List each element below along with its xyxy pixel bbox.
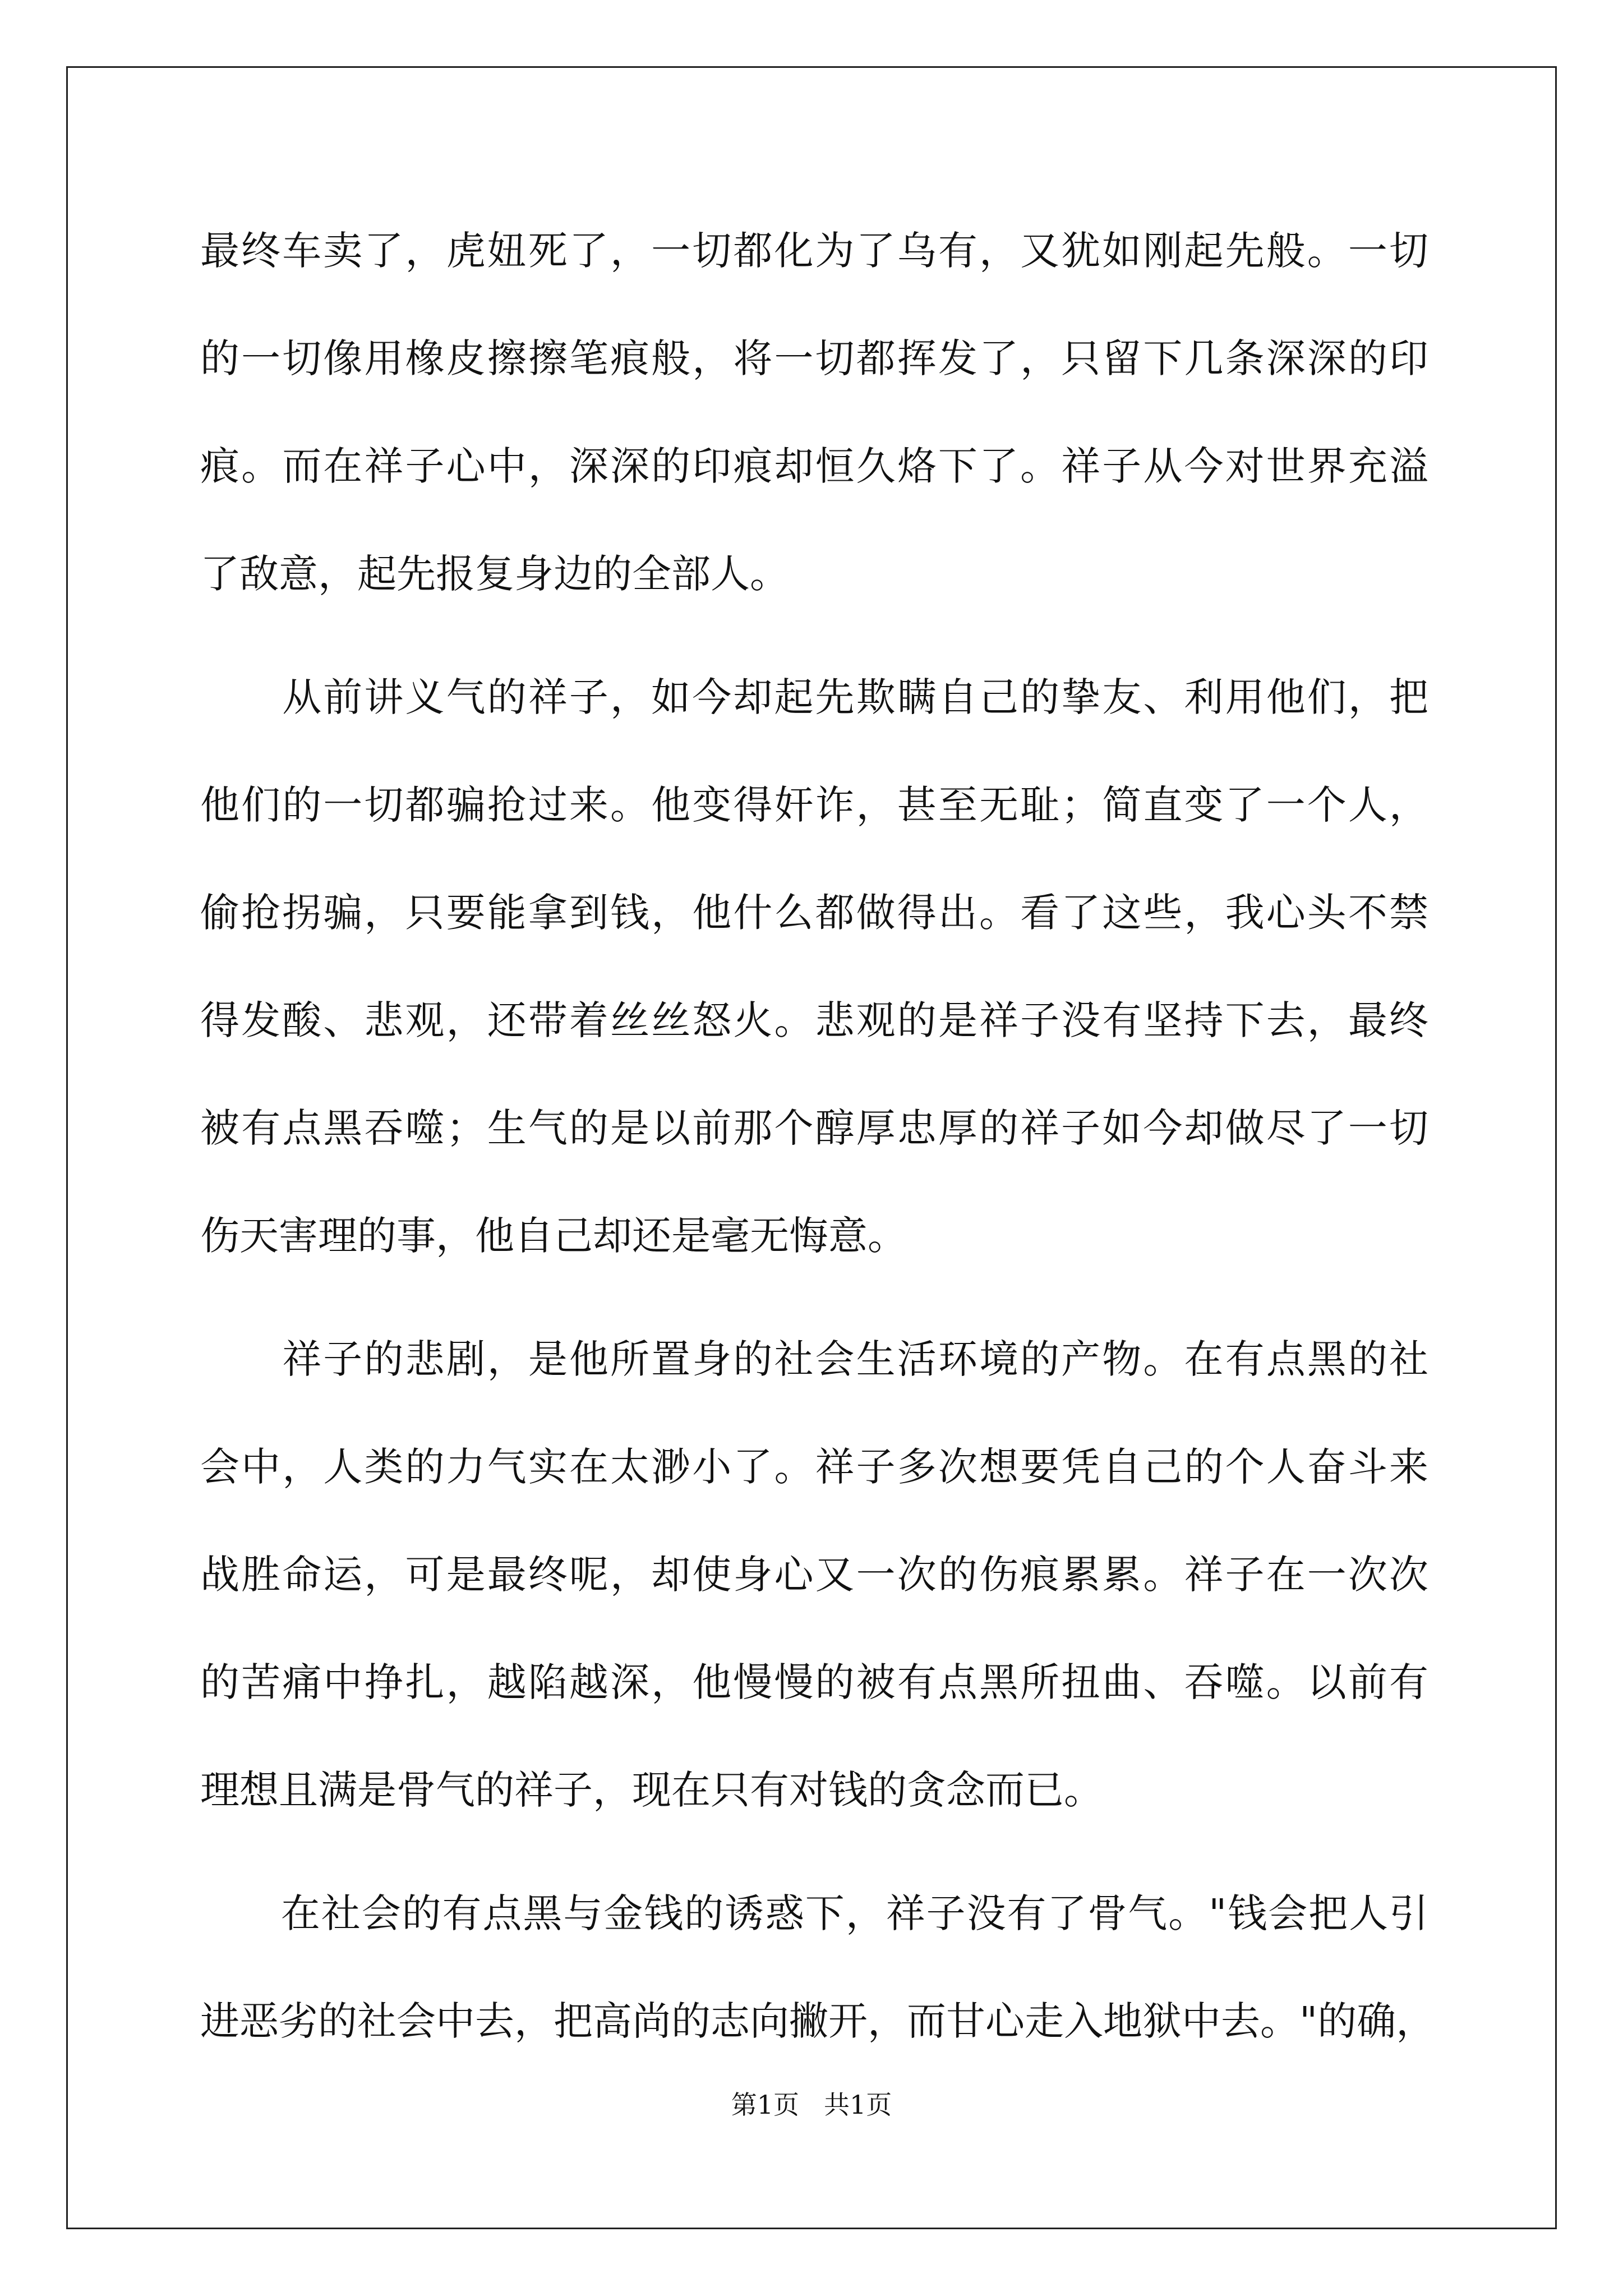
document-body: [200, 220, 1436, 2098]
text-line: 在社会的有点黑与金钱的诱惑下，祥子没有了骨气。"钱会把人引: [200, 1890, 1428, 1936]
text-line: 被有点黑吞噬；生气的是以前那个醇厚忠厚的祥子如今却做尽了一切: [200, 1105, 1428, 1151]
text-line: 他们的一切都骗抢过来。他变得奸诈，甚至无耻；简直变了一个人，: [200, 782, 1428, 828]
text-line: 战胜命运，可是最终呢，却使身心又一次的伤痕累累。祥子在一次次: [200, 1552, 1428, 1598]
text-line: 从前讲义气的祥子，如今却起先欺瞒自己的挚友、利用他们，把: [200, 674, 1428, 720]
page-number: 第1页: [731, 2090, 800, 2120]
text-line: 会中，人类的力气实在太渺小了。祥子多次想要凭自己的个人奋斗来: [200, 1444, 1428, 1490]
paragraph-4: [200, 1883, 1436, 2098]
text-line: 得发酸、悲观，还带着丝丝怒火。悲观的是祥子没有坚持下去，最终: [200, 997, 1428, 1043]
paragraph-2: [200, 666, 1428, 1313]
page-footer: [0, 2088, 1623, 2122]
paragraph-1: [200, 220, 1428, 651]
text-line: 进恶劣的社会中去，把高尚的志向撇开，而甘心走入地狱中去。"的确，: [200, 1998, 1436, 2044]
text-line: 祥子的悲剧，是他所置身的社会生活环境的产物。在有点黑的社: [200, 1336, 1428, 1382]
text-line: 了敌意，起先报复身边的全部人。: [200, 551, 789, 597]
text-line: 痕。而在祥子心中，深深的印痕却恒久烙下了。祥子从今对世界充溢: [200, 443, 1428, 489]
text-line: 伤天害理的事，他自己却还是毫无悔意。: [200, 1213, 907, 1259]
text-line: 偷抢拐骗，只要能拿到钱，他什么都做得出。看了这些，我心头不禁: [200, 890, 1428, 936]
text-line: 的苦痛中挣扎，越陷越深，他慢慢的被有点黑所扭曲、吞噬。以前有: [200, 1659, 1428, 1705]
text-line: 最终车卖了，虎妞死了，一切都化为了乌有，又犹如刚起先般。一切: [200, 228, 1428, 274]
paragraph-3: [200, 1328, 1428, 1867]
text-line: 理想且满是骨气的祥子，现在只有对钱的贪念而已。: [200, 1767, 1103, 1813]
text-line: 的一切像用橡皮擦擦笔痕般，将一切都挥发了，只留下几条深深的印: [200, 335, 1428, 381]
page-total: 共1页: [823, 2090, 892, 2120]
